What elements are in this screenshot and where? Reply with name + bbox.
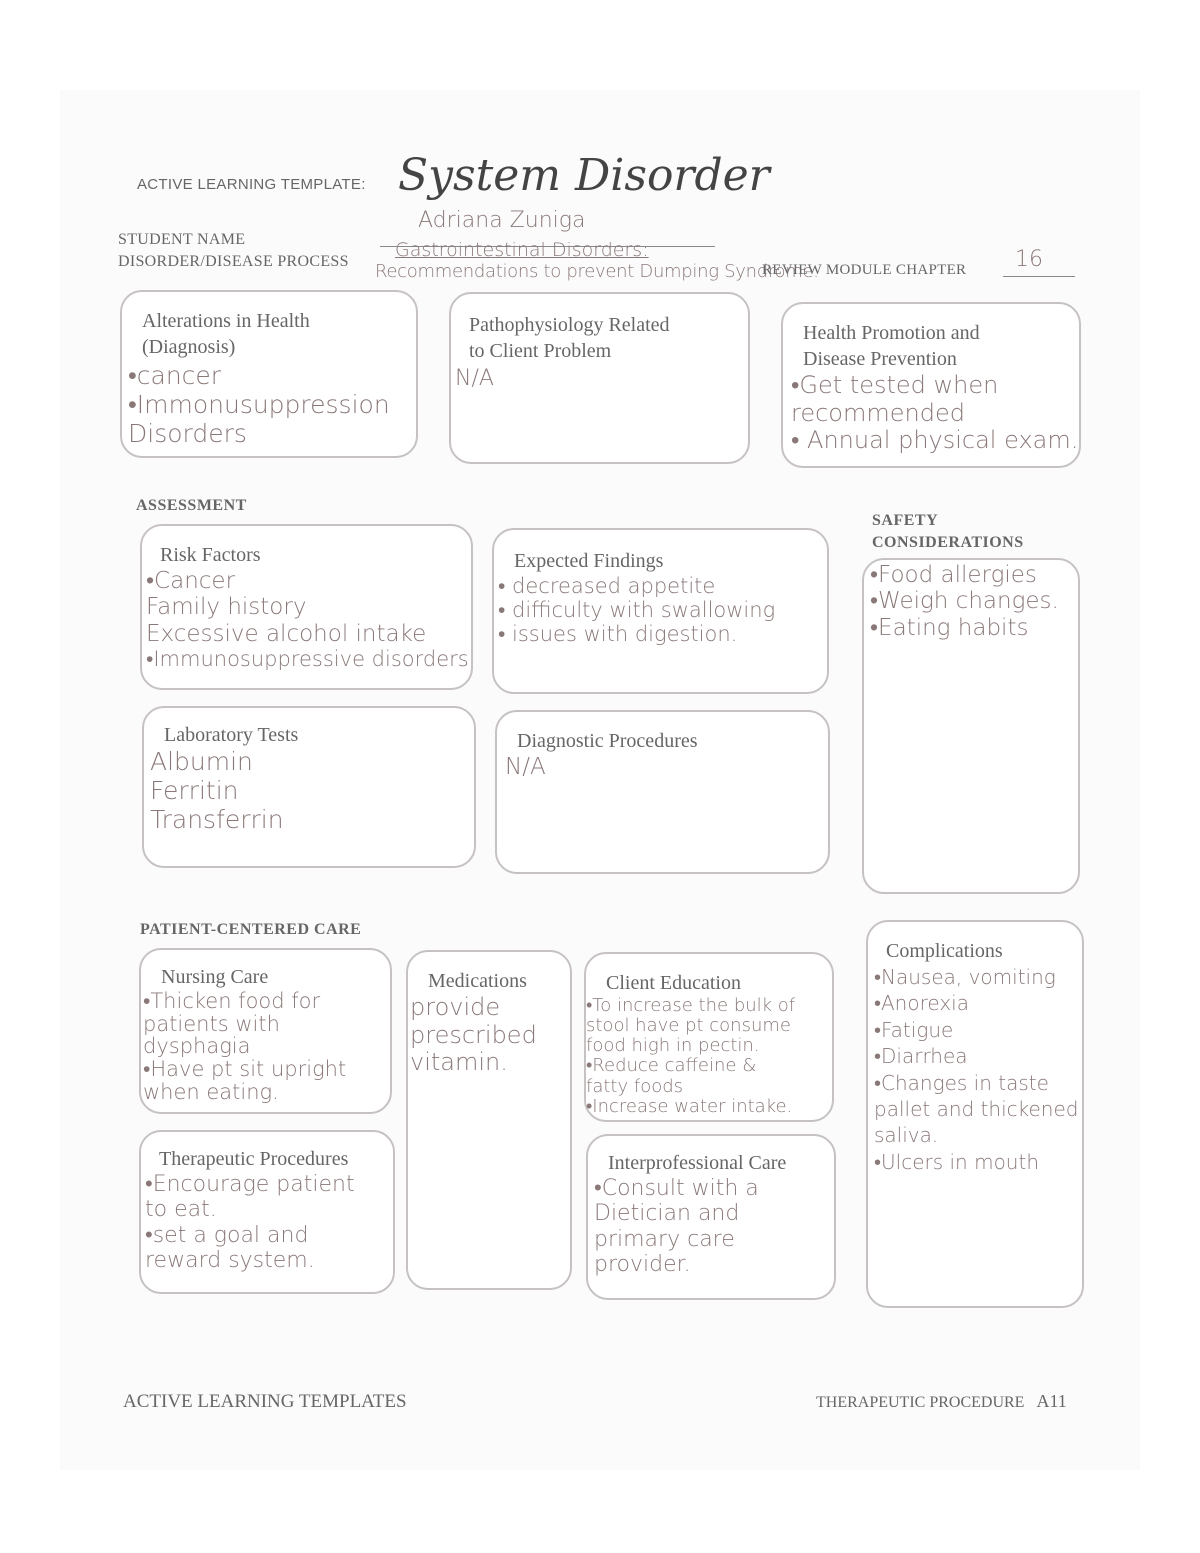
alterations-in-health-box bbox=[120, 290, 418, 458]
client-education-item: stool have pt consume bbox=[586, 1015, 791, 1037]
expected-findings-box bbox=[492, 528, 829, 694]
footer-section: THERAPEUTIC PROCEDURE bbox=[816, 1394, 1025, 1411]
safety-item: •Eating habits bbox=[870, 614, 1029, 641]
complication-item: •Nausea, vomiting bbox=[874, 965, 1056, 989]
nursing-care-item: when eating. bbox=[143, 1079, 279, 1104]
laboratory-tests-box bbox=[142, 706, 476, 868]
disorder-value-line2: Recommendations to prevent Dumping Syndrome. bbox=[375, 261, 819, 282]
health-promotion-item: • Annual physical exam. bbox=[791, 426, 1079, 455]
laboratory-test-item: Transferrin bbox=[150, 804, 284, 834]
review-module-label: REVIEW MODULE CHAPTER bbox=[762, 262, 967, 278]
client-education-item: food high in pectin. bbox=[586, 1035, 760, 1057]
medications-box bbox=[406, 950, 572, 1290]
pathophysiology-item: N/A bbox=[455, 366, 494, 391]
complication-item: •Fatigue bbox=[874, 1017, 954, 1042]
nursing-care-item: •Thicken food for bbox=[143, 989, 321, 1013]
nursing-care-box bbox=[139, 948, 392, 1114]
nursing-care-title: Nursing Care bbox=[161, 966, 269, 988]
student-name-value: Adriana Zuniga bbox=[418, 208, 586, 233]
footer-right bbox=[816, 1391, 1067, 1412]
diagnostic-procedures-title: Diagnostic Procedures bbox=[517, 730, 698, 752]
risk-factor-item: Excessive alcohol intake bbox=[146, 620, 427, 647]
template-title: System Disorder bbox=[398, 150, 770, 201]
alterations-item: Disorders bbox=[128, 418, 247, 448]
therapeutic-procedure-item: •set a goal and bbox=[145, 1222, 309, 1248]
alterations-title-line2: (Diagnosis) bbox=[142, 336, 236, 358]
student-name-label: STUDENT NAME bbox=[118, 231, 246, 248]
safety-item: •Weigh changes. bbox=[870, 588, 1059, 615]
therapeutic-procedures-title: Therapeutic Procedures bbox=[159, 1148, 349, 1170]
diagnostic-procedure-item: N/A bbox=[505, 754, 546, 780]
risk-factor-item: •Cancer bbox=[146, 568, 236, 594]
expected-finding-item: • difficulty with swallowing bbox=[498, 598, 776, 623]
interprofessional-care-item: •Consult with a bbox=[594, 1176, 759, 1201]
therapeutic-procedure-item: reward system. bbox=[145, 1247, 315, 1273]
client-education-item: •Reduce caffeine & bbox=[586, 1055, 757, 1077]
risk-factor-item: Family history bbox=[146, 594, 307, 621]
footer-page-number: A11 bbox=[1036, 1391, 1067, 1411]
safety-considerations-box bbox=[862, 558, 1080, 894]
safety-label-line1: SAFETY bbox=[872, 512, 939, 529]
client-education-item: •Increase water intake. bbox=[586, 1095, 793, 1117]
safety-label bbox=[872, 510, 1024, 553]
medications-title: Medications bbox=[428, 970, 527, 992]
footer-left: ACTIVE LEARNING TEMPLATES bbox=[123, 1391, 407, 1412]
laboratory-test-item: Ferritin bbox=[150, 775, 239, 805]
health-promotion-item: recommended bbox=[791, 398, 965, 427]
client-education-title: Client Education bbox=[606, 972, 741, 994]
review-module-line bbox=[1003, 275, 1075, 277]
medication-item: prescribed bbox=[410, 1020, 537, 1049]
complications-box bbox=[866, 920, 1084, 1308]
pathophysiology-title-line1: Pathophysiology Related bbox=[469, 314, 670, 336]
template-label: ACTIVE LEARNING TEMPLATE: bbox=[137, 176, 366, 193]
health-promotion-box bbox=[781, 302, 1081, 468]
alterations-item: •Immonusuppression bbox=[128, 389, 390, 419]
alterations-title-line1: Alterations in Health bbox=[142, 310, 310, 332]
patient-centered-care-label: PATIENT-CENTERED CARE bbox=[140, 921, 362, 938]
therapeutic-procedure-item: to eat. bbox=[145, 1197, 217, 1223]
risk-factor-item: •Immunosuppressive disorders bbox=[146, 647, 469, 672]
risk-factors-title: Risk Factors bbox=[160, 544, 261, 566]
complication-item: •Ulcers in mouth bbox=[874, 1149, 1039, 1174]
health-promotion-item: •Get tested when bbox=[791, 371, 999, 399]
complication-item: •Changes in taste bbox=[874, 1070, 1049, 1095]
complication-item: saliva. bbox=[874, 1123, 939, 1148]
nursing-care-item: dysphagia bbox=[143, 1034, 251, 1059]
therapeutic-procedure-item: •Encourage patient bbox=[145, 1172, 355, 1197]
pathophysiology-box bbox=[449, 292, 750, 464]
medication-item: vitamin. bbox=[410, 1048, 508, 1077]
expected-finding-item: • decreased appetite bbox=[498, 574, 716, 598]
nursing-care-item: patients with bbox=[143, 1011, 280, 1036]
expected-finding-item: • issues with digestion. bbox=[498, 622, 738, 647]
alterations-item: •cancer bbox=[128, 361, 222, 390]
therapeutic-procedures-box bbox=[139, 1130, 395, 1294]
assessment-label: ASSESSMENT bbox=[136, 497, 247, 514]
risk-factors-box bbox=[140, 524, 473, 690]
complications-title: Complications bbox=[886, 940, 1003, 962]
medication-item: provide bbox=[410, 993, 501, 1021]
interprofessional-care-item: provider. bbox=[594, 1251, 691, 1277]
client-education-item: fatty foods bbox=[586, 1075, 684, 1097]
health-promotion-title-line2: Disease Prevention bbox=[803, 348, 957, 370]
health-promotion-title-line1: Health Promotion and bbox=[803, 322, 980, 344]
complication-item: •Anorexia bbox=[874, 991, 969, 1016]
laboratory-test-item: Albumin bbox=[150, 747, 253, 776]
nursing-care-item: •Have pt sit upright bbox=[143, 1057, 347, 1082]
client-education-item: •To increase the bulk of bbox=[586, 995, 796, 1016]
complication-item: pallet and thickened bbox=[874, 1096, 1079, 1121]
interprofessional-care-title: Interprofessional Care bbox=[608, 1152, 787, 1174]
safety-label-line2: CONSIDERATIONS bbox=[872, 533, 1024, 551]
laboratory-tests-title: Laboratory Tests bbox=[164, 724, 299, 746]
client-education-box bbox=[584, 952, 834, 1122]
review-module-value: 16 bbox=[1015, 247, 1043, 272]
interprofessional-care-item: Dietician and bbox=[594, 1201, 740, 1227]
interprofessional-care-item: primary care bbox=[594, 1226, 735, 1252]
pathophysiology-title-line2: to Client Problem bbox=[469, 340, 612, 362]
disorder-value-line1: Gastrointestinal Disorders: bbox=[395, 239, 649, 261]
safety-item: •Food allergies bbox=[870, 562, 1037, 588]
expected-findings-title: Expected Findings bbox=[514, 550, 664, 572]
interprofessional-care-box bbox=[586, 1134, 836, 1300]
disorder-label: DISORDER/DISEASE PROCESS bbox=[118, 253, 349, 270]
diagnostic-procedures-box bbox=[495, 710, 830, 874]
complication-item: •Diarrhea bbox=[874, 1044, 968, 1069]
